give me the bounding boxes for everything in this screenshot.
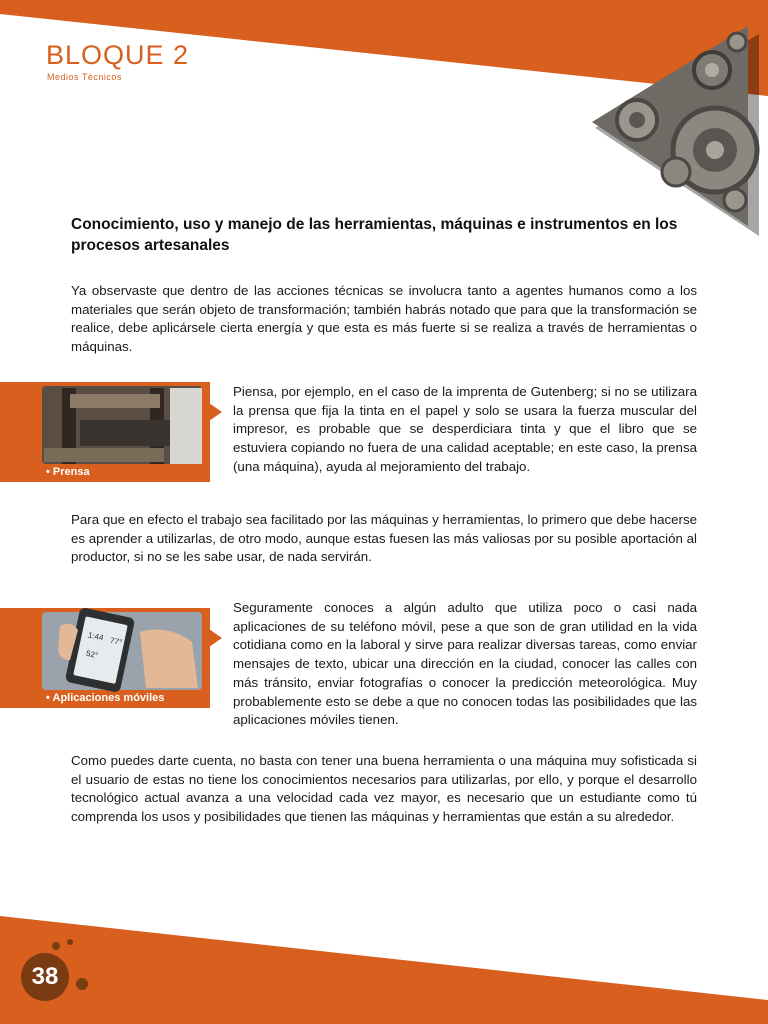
bloque-subtitle: Medios Técnicos bbox=[47, 72, 122, 82]
prensa-figure bbox=[0, 382, 222, 482]
paragraph-learn-tools: Para que en efecto el trabajo sea facilitado por las máquinas y herramientas, lo primero que debe hacerse es aprender a utilizarlas, de otro modo, aunque estas fuesen las más valiosas por su posible aportación al productor, si no se les sabe usar, de nada servirán. bbox=[71, 512, 697, 565]
phone-caption: • Aplicaciones móviles bbox=[46, 692, 165, 704]
paragraph-intro: Ya observaste que dentro de las acciones técnicas se involucra tanto a agentes humanos como a los materiales que serán objeto de transformación; también habrás notado que para que la transformación se realice, debe aplicársele cierta energía y que esta es más fuerte si se realiza a través de herramientas o máquinas. bbox=[71, 283, 697, 355]
paragraph-mobile-apps: Seguramente conoces a algún adulto que utiliza poco o casi nada aplicaciones de su teléfono móvil, pese a que son de gran utilidad en la vida cotidiana como en la laboral y sirve para realizar diversas tareas, como enviar mensajes de texto, ubicar una dirección en la ciudad, conocer las calles con más tránsito, enviar fotografías o conocer la predicción meteorológica. Muy probablemente esto se debe a que no conocen todas las posibilidades que las aplicaciones móviles tienen. bbox=[233, 600, 697, 728]
bloque-title: BLOQUE 2 bbox=[46, 40, 190, 70]
bottom-orange-band bbox=[0, 916, 768, 1024]
section-heading: Conocimiento, uso y manejo de las herramientas, máquinas e instrumentos en los procesos artesanales bbox=[71, 216, 678, 254]
paragraph-gutenberg: Piensa, por ejemplo, en el caso de la imprenta de Gutenberg; si no se utilizara la prensa que fija la tinta en el papel y solo se usara la fuerza muscular del impresor, es probable que se desperdiciara tinta y que el libro que se estuviera copiando no fuera de una calidad aceptable; en este caso, la prensa (una máquina), ayuda al mejoramiento del trabajo. bbox=[233, 384, 697, 474]
page-number: 38 bbox=[21, 953, 69, 1001]
phone-temp-low: 52° bbox=[85, 648, 99, 661]
paragraph-conclusion: Como puedes darte cuenta, no basta con tener una buena herramienta o una máquina muy sofisticada si el usuario de estas no tiene los conocimientos necesarios para utilizarlas, por ello, y porque el desarrollo tecnológico actual avanza a una velocidad cada vez mayor, es necesario que un estudiante como tú comprenda los usos y posibilidades que tienen las máquinas y herramientas que están a su alrededor. bbox=[71, 753, 697, 825]
phone-time: 1:44 bbox=[87, 630, 105, 643]
phone-temp-high: 77° bbox=[109, 635, 123, 648]
prensa-caption: • Prensa bbox=[46, 466, 90, 478]
